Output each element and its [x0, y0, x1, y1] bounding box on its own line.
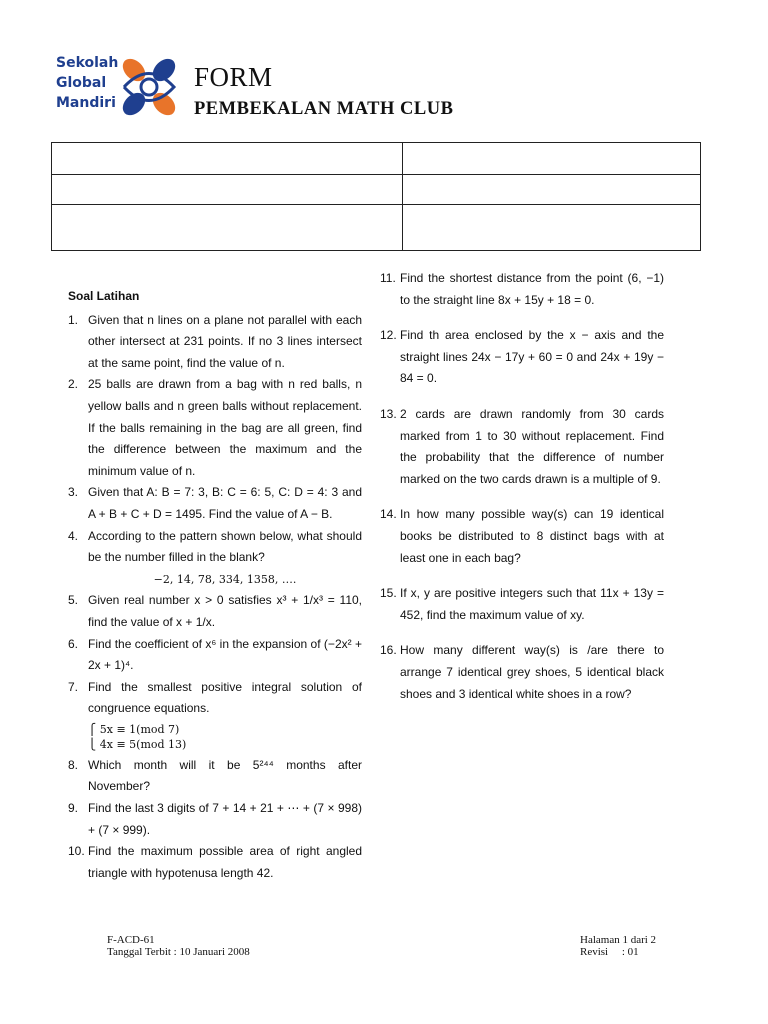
congruence-eq-2: ⎩ 4x ≡ 5(mod 13) — [88, 737, 187, 751]
question-number: 14. — [380, 507, 397, 522]
question-6 — [68, 634, 362, 677]
form-subtitle: PEMBEKALAN MATH CLUB — [194, 99, 454, 119]
table-cell[interactable] — [403, 205, 701, 251]
question-number: 3. — [68, 485, 79, 500]
question-number: 1. — [68, 312, 79, 327]
publish-date: Tanggal Terbit : 10 Januari 2008 — [107, 946, 250, 958]
question-14 — [380, 504, 664, 569]
question-9 — [68, 798, 362, 841]
question-4 — [68, 526, 362, 569]
question-text: Given that n lines on a plane not parallel with each other intersect at 231 points. If no 3 lines intersect at the same point, find the value of n. — [88, 312, 362, 370]
question-5 — [68, 590, 362, 633]
question-number: 8. — [68, 757, 79, 772]
question-12 — [380, 325, 664, 390]
table-cell[interactable] — [52, 205, 403, 251]
page-number: Halaman 1 dari 2 — [580, 934, 657, 946]
table-row — [52, 175, 701, 205]
question-text: In how many possible way(s) can 19 identical books be distributed to 8 distinct bags with at least one in each bag? — [400, 507, 664, 565]
question-text: Find the coefficient of x⁶ in the expansion of (−2x² + 2x + 1)⁴. — [88, 636, 362, 673]
question-number: 9. — [68, 801, 79, 816]
question-2 — [68, 374, 362, 482]
question-text: Find the last 3 digits of 7 + 14 + 21 + ⋯ + (7 × 998) + (7 × 999). — [88, 801, 362, 837]
question-number: 11. — [380, 271, 396, 285]
logo-line-2: Global — [56, 75, 107, 91]
info-table — [51, 142, 701, 251]
question-text: Find the smallest positive integral solution of congruence equations. — [88, 679, 362, 716]
congruence-system — [68, 722, 362, 752]
question-number: 5. — [68, 593, 79, 608]
number-sequence: −2, 14, 78, 334, 1358, …. — [153, 572, 297, 586]
questions-right-column — [380, 268, 664, 719]
congruence-eq-1: ⎧ 5x ≡ 1(mod 7) — [88, 722, 180, 736]
question-number: 12. — [380, 328, 397, 343]
question-text: Given real number x > 0 satisfies x³ + 1/x³ = 110, find the value of x + 1/x. — [88, 593, 362, 629]
question-13 — [380, 404, 664, 490]
questions-left-column — [68, 282, 362, 884]
question-number: 16. — [380, 643, 397, 658]
question-text: Find th area enclosed by the x − axis and the straight lines 24x − 17y + 60 = 0 and 24x + 19y − 84 = 0. — [400, 328, 664, 386]
question-text: 2 cards are drawn randomly from 30 cards marked from 1 to 30 without replacement. Find the probability that the difference of number marked on the two cards drawn is a multiple of 9. — [400, 406, 664, 486]
table-cell[interactable] — [403, 175, 701, 205]
question-11 — [380, 268, 664, 311]
question-text: If x, y are positive integers such that 11x + 13y = 452, find the maximum value of xy. — [400, 586, 664, 622]
table-cell[interactable] — [52, 143, 403, 175]
question-3 — [68, 482, 362, 525]
question-number: 10. — [68, 844, 85, 859]
document-code: F-ACD-61 — [107, 934, 155, 946]
question-number: 4. — [68, 528, 79, 543]
logo-line-1: Sekolah — [56, 55, 119, 71]
table-cell[interactable] — [52, 175, 403, 205]
revision-number: Revisi : 01 — [580, 946, 639, 958]
question-1 — [68, 310, 362, 375]
question-text: How many different way(s) is /are there to arrange 7 identical grey shoes, 5 identical black shoes and 3 identical white shoes in a row? — [400, 643, 664, 701]
logo-text — [56, 53, 118, 113]
table-row — [52, 205, 701, 251]
question-text: 25 balls are drawn from a bag with n red balls, n yellow balls and n green balls without replacement. If the balls remaining in the bag are all green, find the difference between the maximum and the minimum value of n. — [88, 377, 362, 478]
logo-emblem-icon — [116, 50, 182, 124]
school-logo — [56, 50, 182, 124]
form-title: FORM — [194, 62, 273, 92]
question-number: 13. — [380, 406, 397, 421]
table-cell[interactable] — [403, 143, 701, 175]
footer-left — [107, 934, 250, 958]
question-10 — [68, 841, 362, 884]
question-number: 7. — [68, 679, 79, 694]
question-text: Which month will it be 5²⁴⁴ months after November? — [88, 757, 362, 794]
question-text: Find the shortest distance from the point (6, −1) to the straight line 8x + 15y + 18 = 0. — [400, 271, 664, 307]
question-16 — [380, 640, 664, 705]
question-8 — [68, 755, 362, 798]
question-7 — [68, 677, 362, 720]
question-number: 6. — [68, 636, 79, 651]
section-title: Soal Latihan — [68, 289, 140, 303]
question-number: 15. — [380, 586, 397, 601]
question-text: Given that A: B = 7: 3, B: C = 6: 5, C: D = 4: 3 and A + B + C + D = 1495. Find the value of A − B. — [88, 485, 362, 521]
table-row — [52, 143, 701, 175]
footer-right — [580, 934, 656, 958]
logo-line-3: Mandiri — [56, 95, 116, 111]
question-text: Find the maximum possible area of right angled triangle with hypotenusa length 42. — [88, 844, 362, 880]
question-number: 2. — [68, 377, 79, 392]
question-text: According to the pattern shown below, what should be the number filled in the blank? — [88, 528, 362, 565]
question-15 — [380, 583, 664, 626]
